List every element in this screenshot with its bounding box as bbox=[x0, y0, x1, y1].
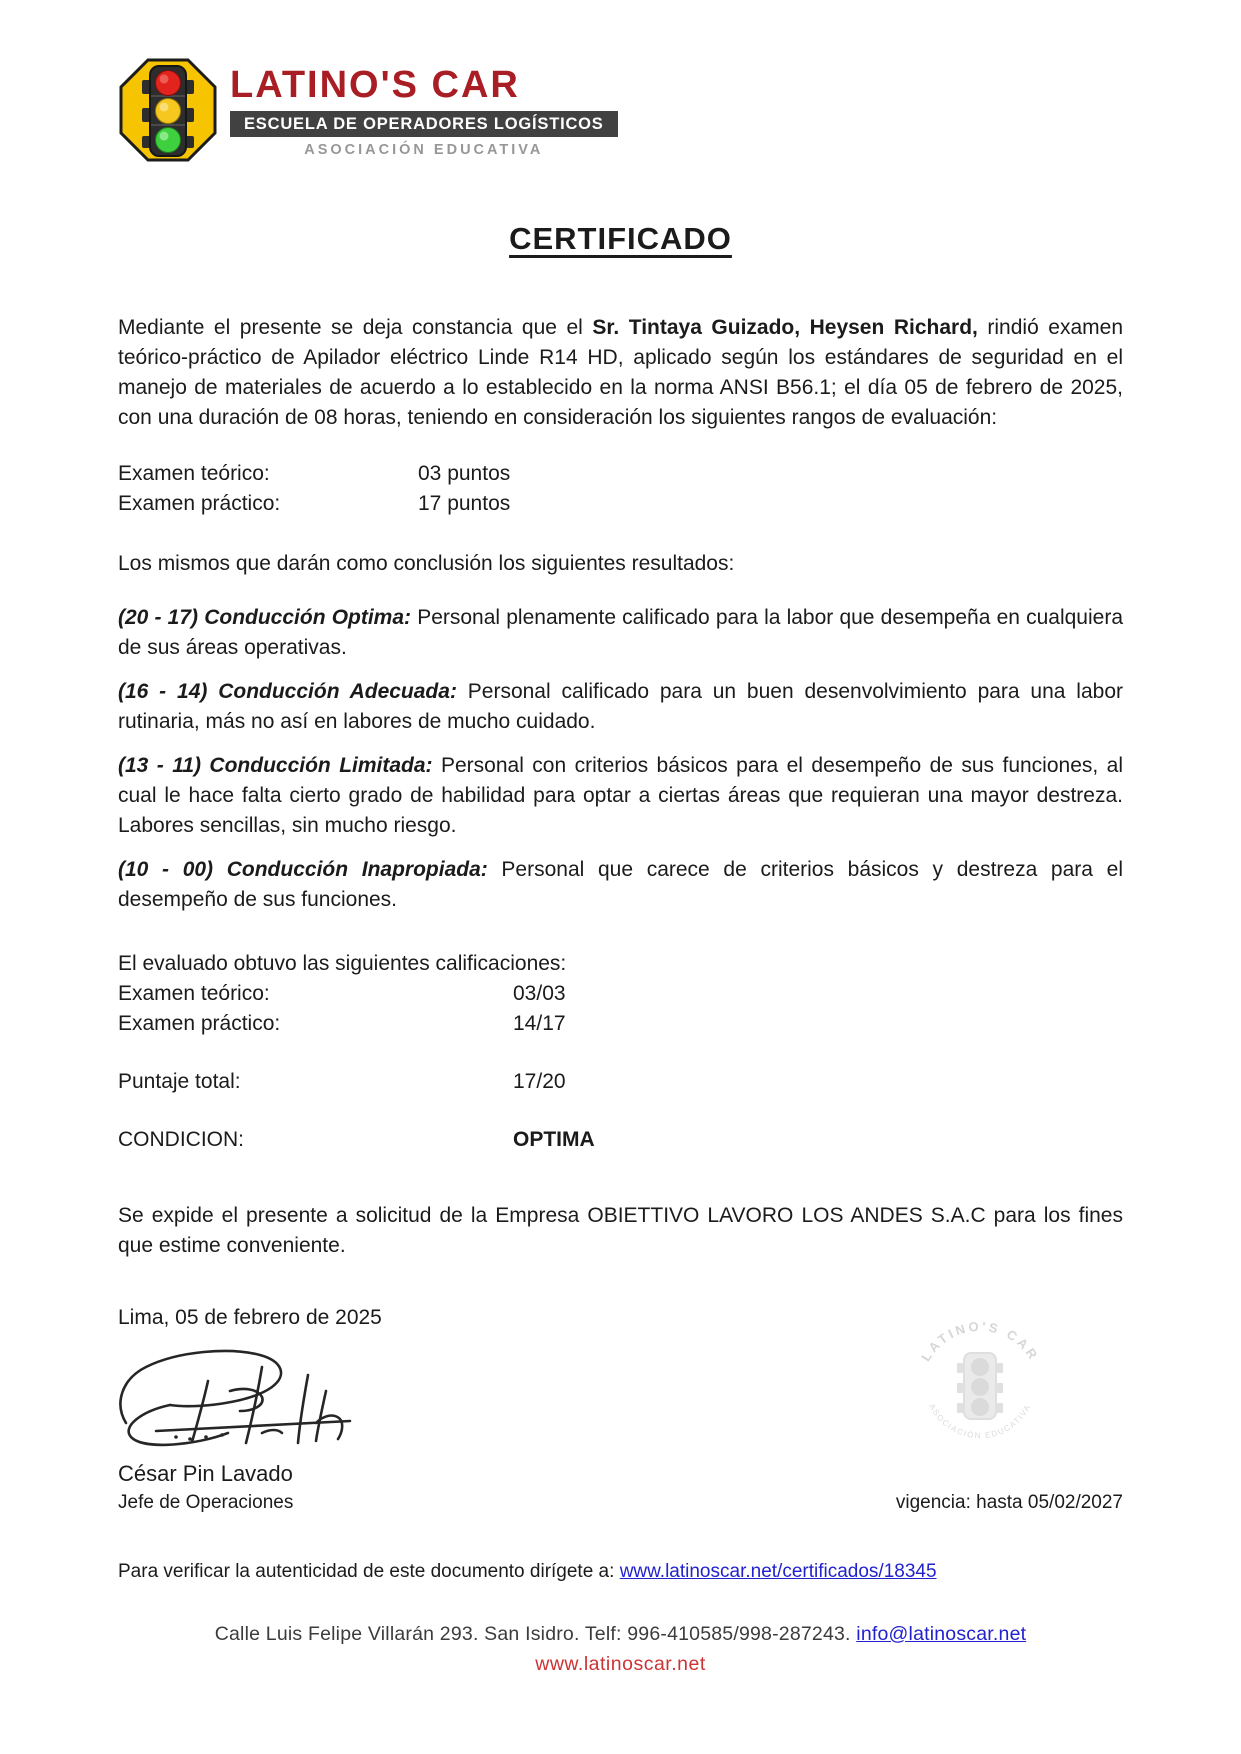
score-label: Examen práctico: bbox=[118, 1012, 281, 1035]
handwritten-signature bbox=[112, 1345, 362, 1459]
range-text: Personal que carece de criterios básicos y destreza para el desempeño de sus funciones. bbox=[118, 858, 1123, 911]
range-text: Personal con criterios básicos para el desempeño de sus funciones, al cual le hace falta cierto grado de habilidad para optar a ciertas áreas que requieran una mayor destreza. Labores sencillas, sin mucho riesgo. bbox=[118, 754, 1123, 837]
intro-paragraph bbox=[118, 313, 1123, 433]
brand-tagline: ASOCIACIÓN EDUCATIVA bbox=[304, 142, 544, 158]
brand-name: LATINO'S CAR bbox=[230, 64, 520, 106]
intro-after-name: rindió examen teórico-práctico de Apilador eléctrico Linde R14 HD, aplicado según los estándares de seguridad en el manejo de materiales de acuerdo a lo establecido en la norma ANSI B56.1; el día 05 de febrero de 2025, con una duración de 08 horas, teniendo en consideración los siguientes rangos de evaluación: bbox=[118, 316, 1124, 429]
verification-prefix: Para verificar la autenticidad de este documento dirígete a: bbox=[118, 1561, 620, 1582]
issuance-paragraph: Se expide el presente a solicitud de la Empresa OBIETTIVO LAVORO LOS ANDES S.A.C para los fines que estime conveniente. bbox=[118, 1204, 1123, 1257]
watermark-top-text: LATINO'S CAR bbox=[918, 1318, 1042, 1365]
range-text: Personal plenamente calificado para la labor que desempeña en cualquiera de sus áreas operativas. bbox=[118, 606, 1123, 659]
footer-address-line bbox=[118, 1623, 1123, 1646]
results-intro: Los mismos que darán como conclusión los siguientes resultados: bbox=[118, 552, 735, 575]
condition-value: OPTIMA bbox=[513, 1128, 595, 1151]
score-label: Examen teórico: bbox=[118, 462, 270, 485]
range-text: Personal calificado para un buen desenvolvimiento para una labor rutinaria, más no así en labores de mucho cuidado. bbox=[118, 680, 1123, 733]
range-optima bbox=[118, 603, 1123, 663]
final-row-practice bbox=[118, 1009, 1123, 1039]
footer-address: Calle Luis Felipe Villarán 293. San Isidro. Telf: 996-410585/998-287243. bbox=[214, 1623, 857, 1645]
score-value: 03/03 bbox=[513, 982, 566, 1005]
final-scores bbox=[118, 979, 1123, 1155]
footer-website-link[interactable]: www.latinoscar.net bbox=[535, 1653, 706, 1675]
certified-person-name: Sr. Tintaya Guizado, Heysen Richard, bbox=[592, 316, 978, 339]
condition-row bbox=[118, 1125, 1123, 1155]
date-line: Lima, 05 de febrero de 2025 bbox=[118, 1306, 382, 1329]
final-scores-intro: El evaluado obtuvo las siguientes calificaciones: bbox=[118, 952, 567, 975]
total-label: Puntaje total: bbox=[118, 1070, 241, 1093]
range-adecuada bbox=[118, 677, 1123, 737]
verification-line bbox=[118, 1561, 1123, 1583]
total-score-row bbox=[118, 1067, 1123, 1097]
score-value: 14/17 bbox=[513, 1012, 566, 1035]
range-limitada bbox=[118, 751, 1123, 841]
signer-role: Jefe de Operaciones bbox=[118, 1492, 294, 1513]
company-logo bbox=[118, 0, 1123, 175]
range-lead: (13 - 11) Conducción Limitada: bbox=[118, 754, 433, 777]
score-label: Examen práctico: bbox=[118, 492, 281, 515]
total-value: 17/20 bbox=[513, 1070, 566, 1093]
score-value: 03 puntos bbox=[418, 462, 511, 485]
range-lead: (10 - 00) Conducción Inapropiada: bbox=[118, 858, 488, 881]
classification-ranges bbox=[118, 603, 1123, 915]
score-value: 17 puntos bbox=[418, 492, 511, 515]
page-title: CERTIFICADO bbox=[509, 221, 732, 256]
condition-label: CONDICION: bbox=[118, 1128, 244, 1151]
brand-subtitle: ESCUELA DE OPERADORES LOGÍSTICOS bbox=[230, 111, 618, 137]
traffic-light-logo-icon bbox=[118, 52, 218, 175]
verification-link[interactable]: www.latinoscar.net/certificados/18345 bbox=[619, 1561, 937, 1582]
final-row-theory bbox=[118, 979, 1123, 1009]
intro-before-name: Mediante el presente se deja constancia que el bbox=[118, 316, 593, 339]
score-row-practice bbox=[118, 489, 1123, 519]
footer-email-link[interactable]: info@latinoscar.net bbox=[856, 1623, 1027, 1645]
score-row-theory bbox=[118, 459, 1123, 489]
initial-scores bbox=[118, 459, 1123, 519]
validity-text: vigencia: hasta 05/02/2027 bbox=[895, 1492, 1123, 1513]
watermark-stamp bbox=[900, 1305, 1060, 1465]
signer-name: César Pin Lavado bbox=[118, 1461, 293, 1486]
range-inapropiada bbox=[118, 855, 1123, 915]
score-label: Examen teórico: bbox=[118, 982, 270, 1005]
watermark-traffic-light-icon bbox=[957, 1353, 1003, 1419]
watermark-bottom-text: ASOCIACIÓN EDUCATIVA bbox=[927, 1402, 1033, 1441]
range-lead: (16 - 14) Conducción Adecuada: bbox=[118, 680, 457, 703]
range-lead: (20 - 17) Conducción Optima: bbox=[118, 606, 412, 629]
